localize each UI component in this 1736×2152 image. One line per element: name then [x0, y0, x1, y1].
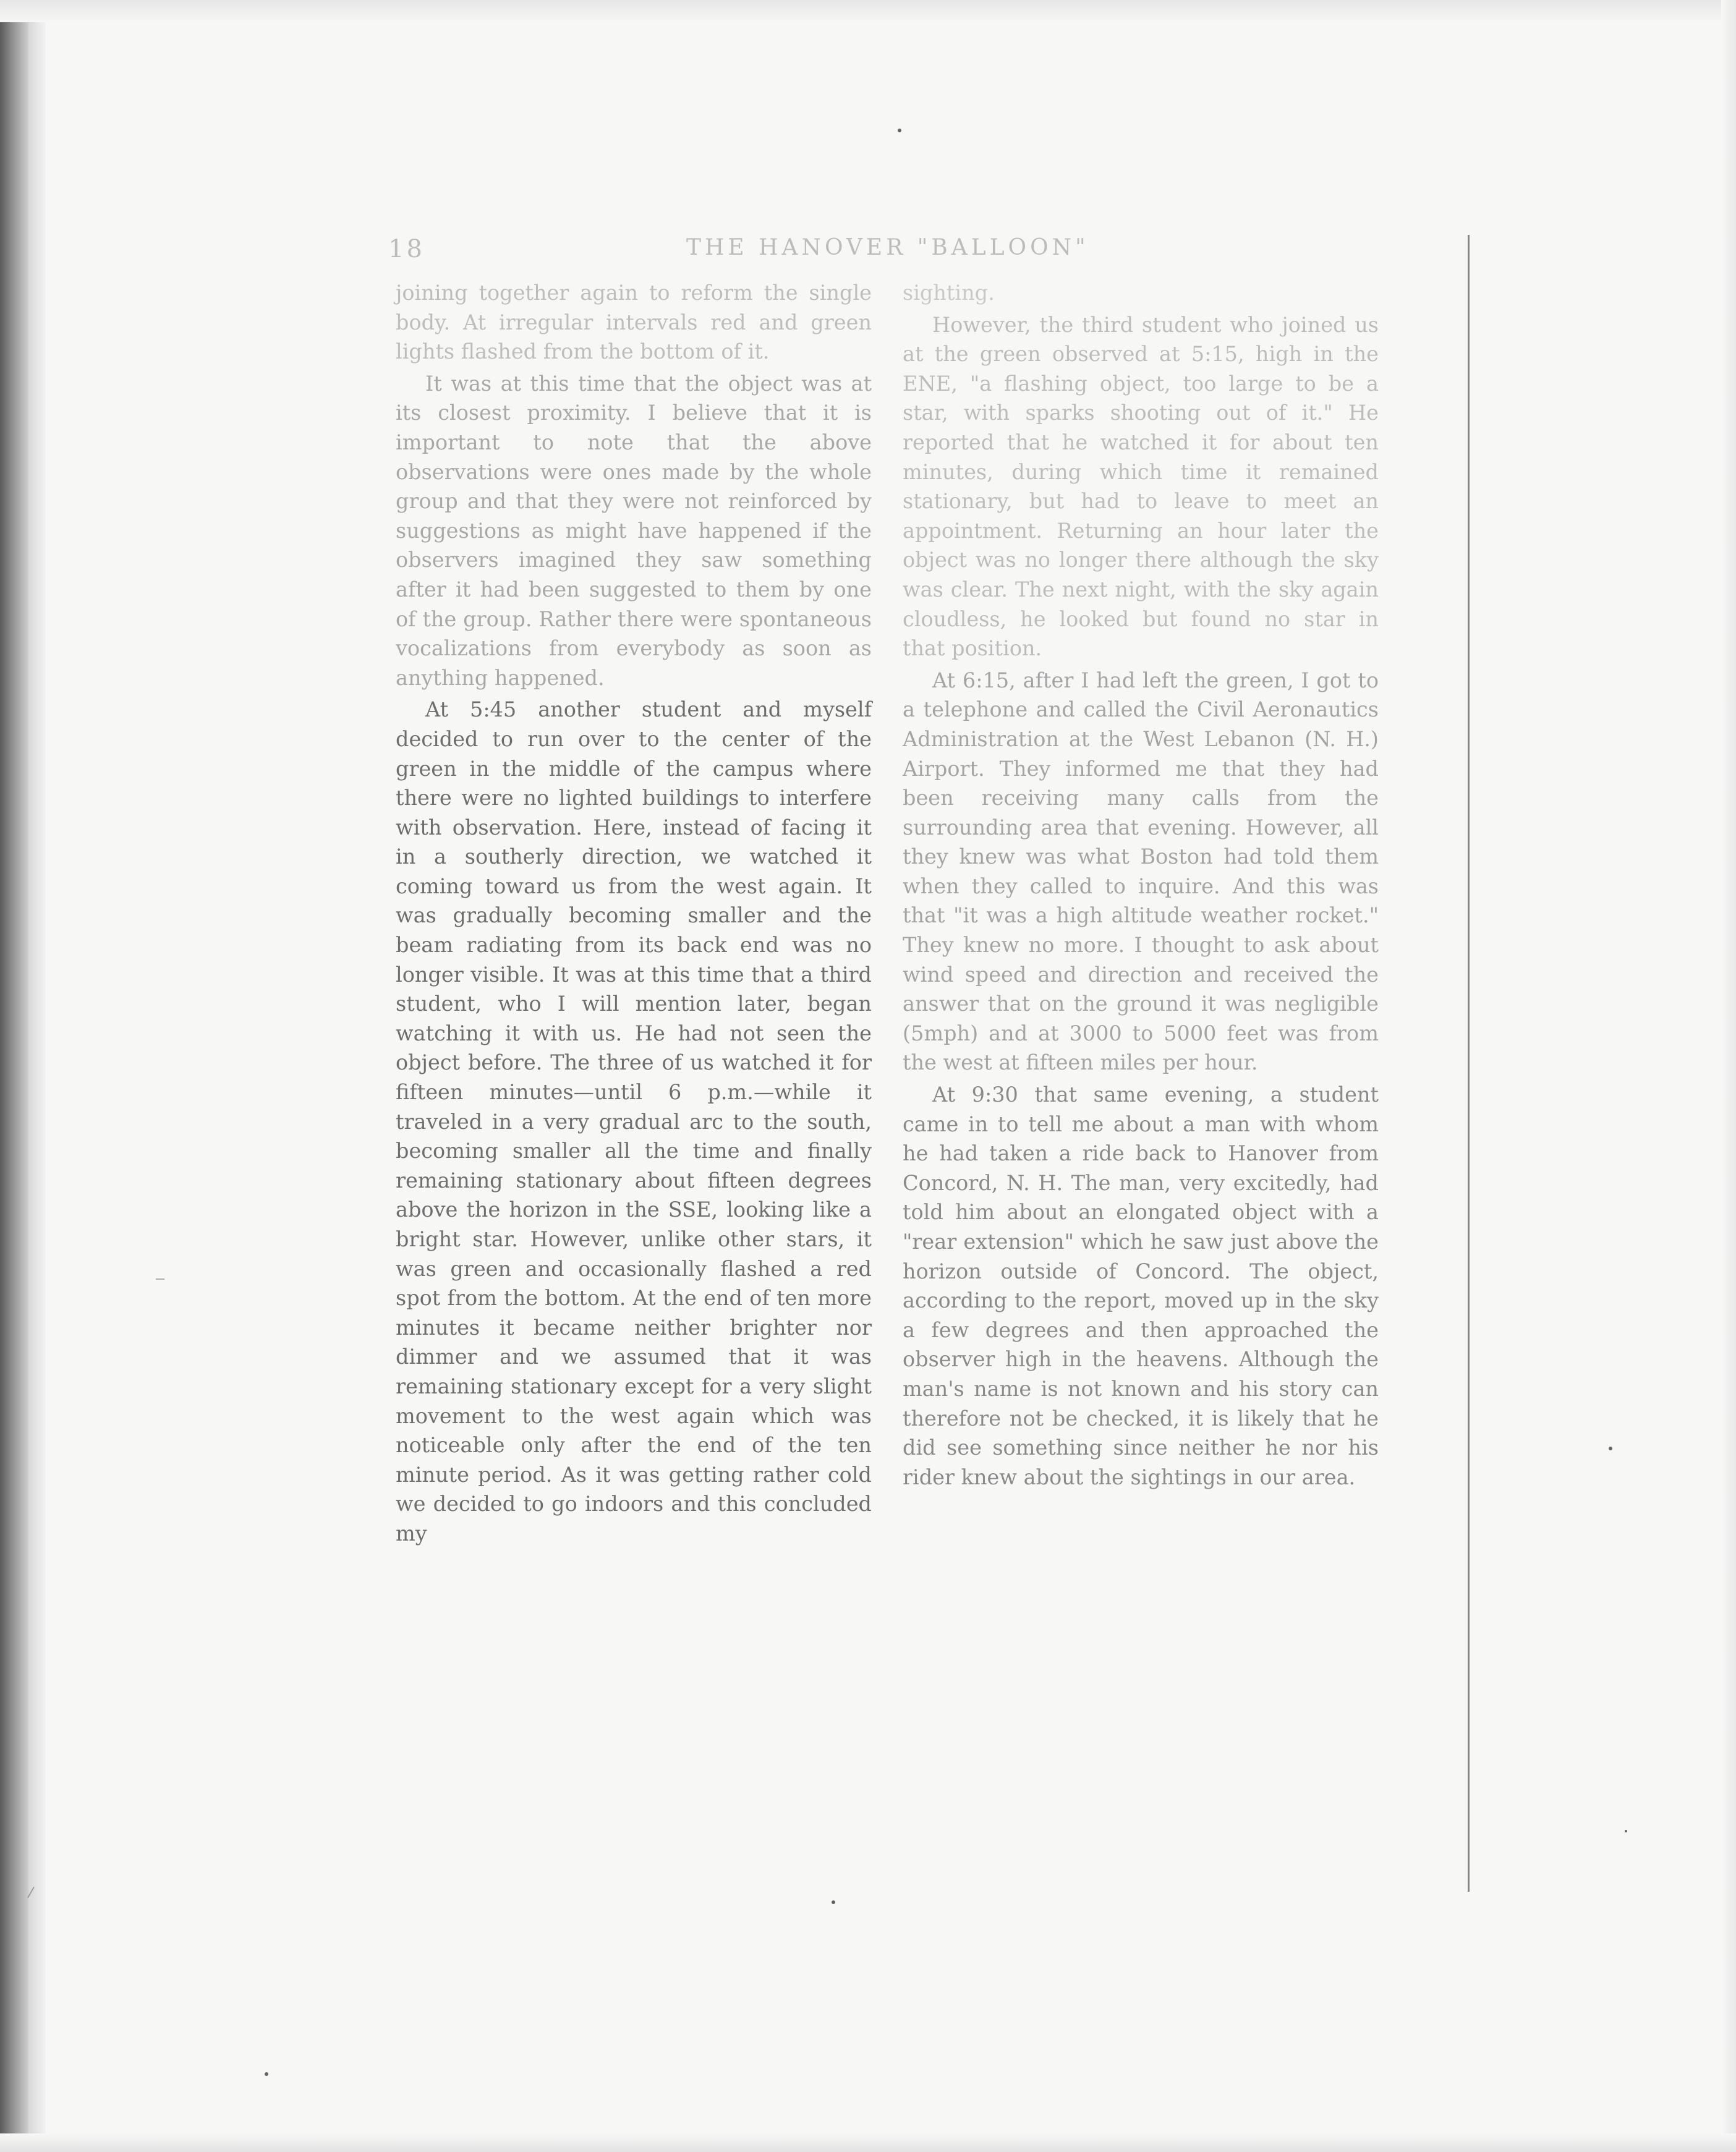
scan-scratch: [156, 1278, 164, 1280]
paragraph: At 9:30 that same evening, a student came in to tell me about a man with whom he had taken a ride back to Hanover from Concord, N. H. The man, very excitedly, had told him about an elongated object with a "rear extension" which he saw just above the horizon outside of Concord. The object, according to the report, moved up in the sky a few degrees and then approached the observer high in the heavens. Although the man's name is not known and his story can therefore not be checked, it is likely that he did see something since neither he nor his rider knew about the sightings in our area.: [903, 1082, 1379, 1489]
dust-speck: [1609, 1447, 1612, 1450]
scan-border-right: [1721, 0, 1736, 2152]
page-fold-line: [1468, 235, 1470, 1892]
page-title: THE HANOVER "BALLOON": [686, 235, 1089, 260]
dust-speck: [265, 2072, 268, 2076]
paragraph: It was at this time that the object was at its closest proximity. I believe that it is important to note that the above observations were ones made by the whole group and that they were not reinforced by suggestions as might have happened if the observers imagined they saw something after it had been suggested to them by one of the group. Rather there were spontaneous vocalizations from everybody as soon as anything happened.: [396, 371, 872, 690]
dust-speck: [832, 1900, 835, 1904]
running-head: [383, 235, 1385, 272]
paragraph: However, the third student who joined us at the green observed at 5:15, high in the ENE, "a flashing object, too large to be a star, with sparks shooting out of it." He reported that he watched it for about ten minutes, during which time it remained stationary, but had to leave to meet an appointment. Returning an hour later the object was no longer there although the sky was clear. The next night, with the sky again cloudless, he looked but found no star in that position.: [903, 312, 1379, 661]
scan-border-left: [0, 0, 28, 2152]
paragraph: At 6:15, after I had left the green, I got to a telephone and called the Civil Aeronautics Administration at the West Lebanon (N. H.) Airport. They informed me that they had been receiving many calls from the surrounding area that evening. However, all they knew was what Boston had told them when they called to inquire. And this was that "it was a high altitude weather rocket." They knew no more. I thought to ask about wind speed and direction and received the answer that on the ground it was negligible (5mph) and at 3000 to 5000 feet was from the west at fifteen miles per hour.: [903, 668, 1379, 1075]
scan-border-top: [0, 0, 1736, 22]
right-column: [903, 278, 1379, 1492]
scan-border-left-inner: [28, 0, 46, 2152]
newspaper-page: [383, 235, 1385, 1842]
scan-border-bottom: [0, 2133, 1736, 2152]
dust-speck: [1625, 1830, 1627, 1832]
paragraph: sighting.: [903, 281, 995, 305]
article-body: [383, 278, 1385, 1836]
paragraph: At 5:45 another student and myself decided to run over to the center of the green in the middle of the campus where there were no lighted buildings to interfere with observation. Here, instead of facing it in a southerly direction, we watched it coming toward us from the west again. It was gradually becoming smaller and the beam radiating from its back end was no longer visible. It was at this time that a third student, who I will mention later, began watching it with us. He had not seen the object before. The three of us watched it for fifteen minutes—until 6 p.m.—while it traveled in a very gradual arc to the south, becoming smaller all the time and finally remaining stationary about fifteen degrees above the horizon in the SSE, looking like a bright star. However, unlike other stars, it was green and occasionally flashed a red spot from the bottom. At the end of ten more minutes it became neither brighter nor dimmer and we assumed that it was remaining stationary except for a very slight movement to the west again which was noticeable only after the end of the ten minute period. As it was getting rather cold we decided to go indoors and this concluded my: [396, 697, 872, 1546]
page-number: 18: [388, 235, 425, 263]
dust-speck: [898, 129, 901, 132]
left-column: [396, 278, 872, 1549]
paragraph: joining together again to reform the single body. At irregular intervals red and green lights flashed from the bottom of it.: [396, 281, 872, 364]
